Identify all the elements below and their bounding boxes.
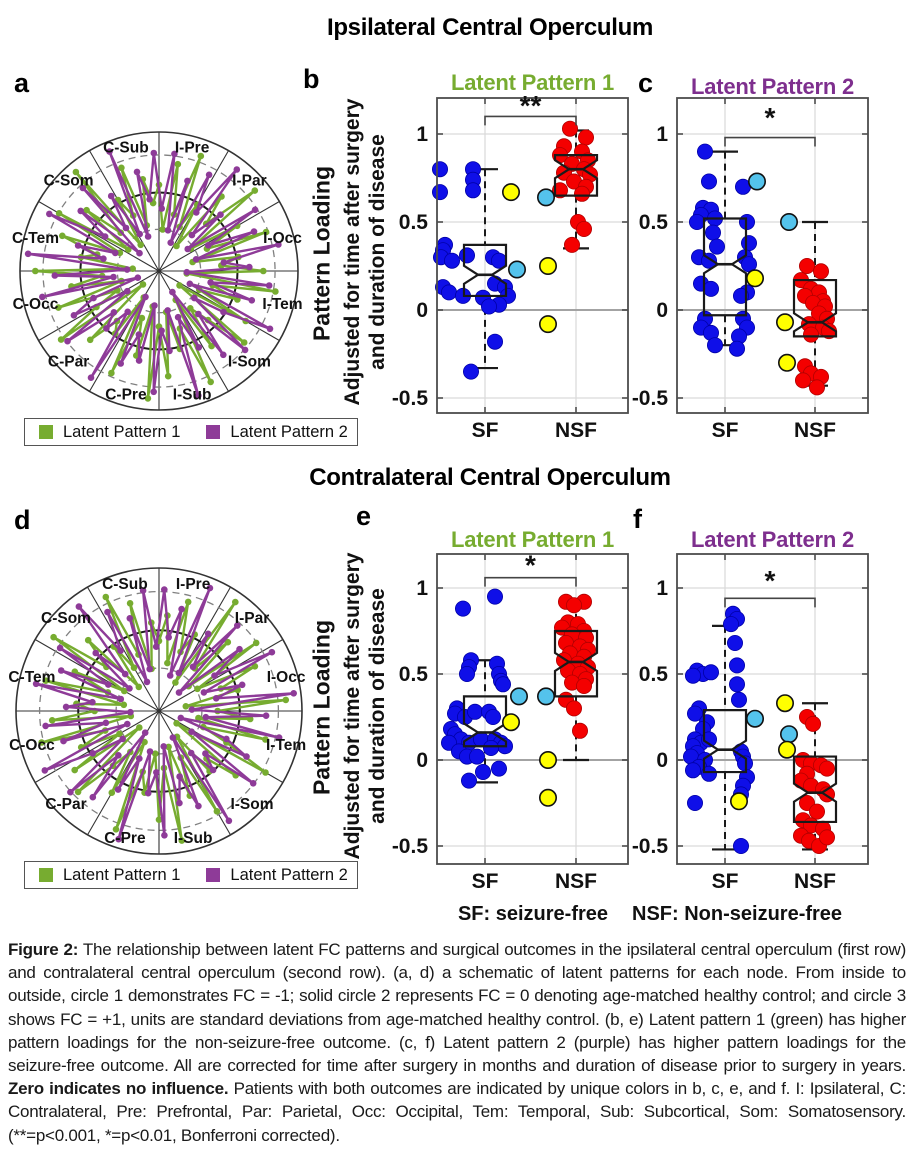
group-sf [689,144,765,356]
sector-label: I-Tem [265,737,307,755]
sector-label: C-Som [41,610,91,627]
sector-label: I-Som [227,353,271,371]
sector-label: I-Sub [173,830,213,848]
sector-label: I-Par [234,610,270,627]
dual-outcome-cyan-point [781,726,797,742]
y-tick-label: -0.5 [631,387,668,410]
plot-grid [437,554,628,864]
x-category-label: NSF [794,419,836,442]
y-tick-label: -0.5 [631,835,668,858]
footnote-sf: SF: seizure-free [457,903,609,925]
data-groups [432,121,597,379]
sector-label: C-Occ [9,737,55,755]
y-tick-label: 0.5 [638,211,668,234]
boxplot-e [370,546,634,904]
x-category-label: SF [471,870,499,893]
group-nsf [538,594,597,806]
panel-letter-f: f [633,504,642,534]
row1-ylabel-duration: and duration of disease [366,134,389,370]
group-sf [683,606,763,853]
y-tick-label: 0 [656,749,668,772]
dual-outcome-yellow-point [777,314,793,330]
abbreviation-footnote [385,903,912,926]
panel-letter-c: c [638,68,654,98]
panel-b-title: Latent Pattern 1 [450,70,615,95]
data-groups [441,589,597,806]
panel-letter-e: e [356,501,372,531]
sector-label: I-Som [230,796,274,813]
legend-green-label: Latent Pattern 1 [63,422,181,441]
sector-label: C-Som [43,172,94,190]
legend-purple-swatch [206,868,220,882]
sector-label: C-Sub [103,139,149,157]
dual-outcome-yellow-point [731,793,747,809]
x-category-label: SF [711,870,739,893]
significance-bracket [725,565,815,607]
legend-a [24,418,358,446]
footnote-nsf: NSF: Non-seizure-free [632,903,843,925]
y-tick-label: -0.5 [391,835,428,858]
panel-letter-b: b [303,64,320,94]
row1-title: Ipsilateral Central Operculum [326,14,654,41]
y-tick-label: 0.5 [638,663,668,686]
radar-chart-d [8,560,312,864]
sector-label: I-Tem [262,296,303,314]
sector-label: I-Par [232,172,267,190]
caption-bold-sentence: Zero indicates no influence. [8,1079,229,1099]
row2-ylabel-duration: and duration of disease [366,588,389,824]
y-tick-label: 0 [416,299,428,322]
sector-label: C-Par [47,353,90,371]
panel-e-title: Latent Pattern 1 [450,527,615,552]
dual-outcome-yellow-point [779,355,795,371]
sector-label: C-Tem [8,668,56,686]
row1-ylabel-adjusted: Adjusted for time after surgery [341,98,364,406]
significance-stars: ** [519,89,542,121]
dual-outcome-yellow-point [540,258,556,274]
sector-label: I-Occ [266,668,306,686]
scatter-points [793,709,834,853]
caption-figure-label: Figure 2: [8,940,79,959]
significance-stars: * [764,102,776,134]
group-nsf [777,695,836,854]
scatter-points [683,606,754,853]
dual-outcome-yellow-point [503,714,519,730]
dual-outcome-cyan-point [781,214,797,230]
significance-bracket [485,90,576,126]
y-tick-label: 1 [416,577,428,600]
x-category-label: NSF [794,870,836,893]
y-tick-label: 0.5 [398,211,428,234]
significance-bracket [725,102,815,146]
dual-outcome-cyan-point [747,711,763,727]
x-category-label: SF [711,419,739,442]
scatter-points [441,589,512,788]
group-nsf [538,121,598,332]
caption-body-1: The relationship between latent FC patterns and surgical outcomes in the ipsilateral central operculum (first row) and contralateral central operculum (second row). (a, d) a schematic of latent patterns for each node. From inside to outside, circle 1 demonstrates FC = -1; solid circle 2 represents FC = 0 denoting age-matched healthy control; and circle 3 shows FC = +1, units are standard deviations from age-matched healthy control. (b, e) Latent pattern 1 (green) has higher pattern loadings for the non-seizure-free outcome. (c, f) Latent pattern 2 (purple) has higher pattern loadings for the seizure-free outcome. All are corrected for time after surgery in months and duration of disease prior to surgery in years. [8,940,906,1076]
significance-stars: * [525,549,536,581]
group-sf [441,589,527,788]
row2-ylabel-pattern-loading: Pattern Loading [308,619,335,796]
dual-outcome-yellow-point [540,790,556,806]
dual-outcome-yellow-point [503,184,519,200]
data-groups [683,606,836,853]
dual-outcome-cyan-point [749,173,765,189]
dual-outcome-yellow-point [540,752,556,768]
dual-outcome-yellow-point [540,316,556,332]
legend-green-swatch [39,425,53,439]
sector-label: I-Sub [172,386,212,404]
y-tick-label: -0.5 [391,387,428,410]
boxplot-b [370,90,634,448]
boxplot-c [616,90,878,448]
sector-label: I-Pre [174,139,210,157]
boxplot-f [616,546,878,904]
legend-purple-swatch [206,425,220,439]
panel-letter-d: d [14,505,31,535]
y-tick-label: 0.5 [398,663,428,686]
y-tick-label: 1 [656,577,668,600]
radar-chart-a [8,124,312,428]
row2-title: Contralateral Central Operculum [309,464,671,491]
sector-label: C-Tem [11,229,60,247]
sector-label: I-Occ [263,229,302,247]
dual-outcome-cyan-point [511,688,527,704]
sector-label: C-Occ [12,296,59,314]
dual-outcome-cyan-point [509,261,525,277]
sector-label: C-Pre [104,830,146,848]
dual-outcome-cyan-point [538,688,554,704]
legend-green-label: Latent Pattern 1 [63,865,181,884]
panel-f-title: Latent Pattern 2 [690,527,855,552]
dual-outcome-yellow-point [747,270,763,286]
x-category-label: SF [471,419,499,442]
y-tick-label: 0 [416,749,428,772]
caption-body-2: Patients with both outcomes are indicated by unique colors in b, c, e, and f. I: Ipsilateral, C: Contralateral, Pre: Prefrontal, Par: Parietal, Occ: Occipital, Tem: Temporal, Sub: Subcortical, Som: Somatosensory. (**=p<0.001, *=p<0.01, Bonferroni corrected). [8,1079,906,1145]
legend-d [24,861,358,889]
figure-caption [8,938,906,1147]
x-category-label: NSF [555,870,597,893]
sector-label: I-Pre [175,575,211,593]
group-sf [432,162,525,380]
y-tick-label: 1 [416,123,428,146]
panel-letter-a: a [14,68,30,98]
significance-stars: * [764,565,776,597]
dual-outcome-cyan-point [538,189,554,205]
group-nsf [777,214,837,395]
sector-label: C-Sub [102,575,148,593]
row1-ylabel-pattern-loading: Pattern Loading [308,165,335,342]
y-tick-label: 1 [656,123,668,146]
legend-green-swatch [39,868,53,882]
row2-ylabel-adjusted: Adjusted for time after surgery [341,552,364,860]
panel-c-title: Latent Pattern 2 [690,74,855,99]
dual-outcome-yellow-point [779,742,795,758]
y-tick-label: 0 [656,299,668,322]
legend-purple-label: Latent Pattern 2 [230,422,348,441]
significance-bracket [485,550,576,587]
sector-label: C-Par [45,796,87,813]
legend-purple-label: Latent Pattern 2 [230,865,348,884]
x-category-label: NSF [555,419,597,442]
sector-label: C-Pre [105,386,147,404]
dual-outcome-yellow-point [777,695,793,711]
